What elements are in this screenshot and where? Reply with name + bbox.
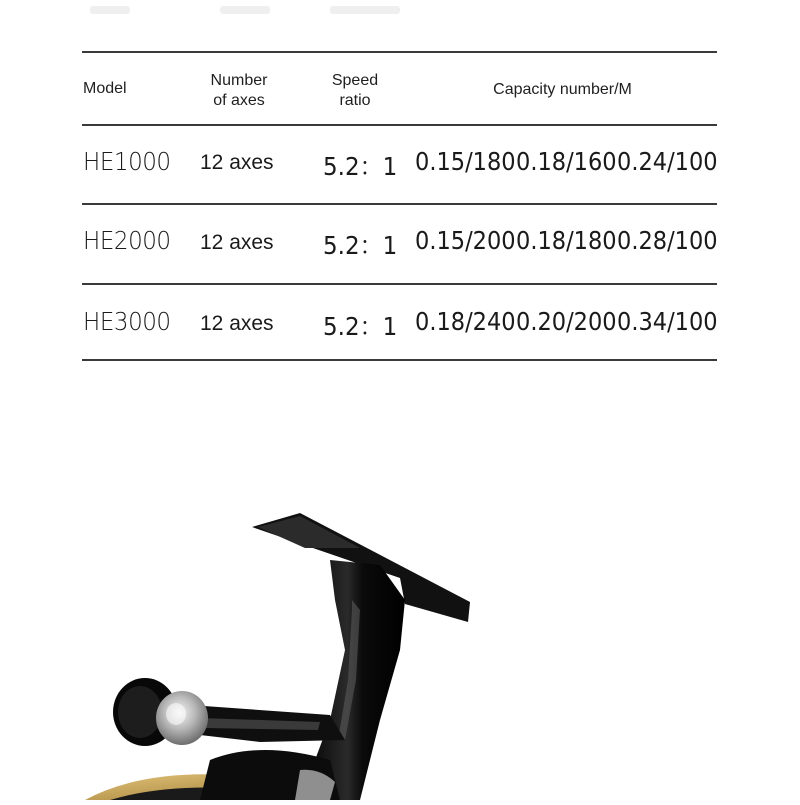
speed-ratio-cell: 5.2：1 <box>323 152 398 181</box>
row-rule <box>82 203 717 205</box>
fishing-reel-icon <box>0 480 800 800</box>
capacity-cell: 0.18/160 <box>516 147 617 176</box>
table-top-rule <box>82 51 717 53</box>
header-model: Model <box>83 80 127 97</box>
capacity-cell: 0.34/100 <box>617 307 718 336</box>
header-speed-line1: Speed <box>331 72 379 89</box>
header-axes-line1: Number <box>210 72 268 89</box>
capacity-cell: 0.15/200 <box>415 226 516 255</box>
header-speed-line2: ratio <box>339 92 371 109</box>
capacity-cell: 0.18/180 <box>516 226 617 255</box>
capacity-cell: 0.20/200 <box>516 307 617 336</box>
model-cell: HE2000 <box>83 226 171 255</box>
axes-cell: 12 axes <box>200 312 274 335</box>
speed-ratio-cell: 5.2：1 <box>323 231 398 260</box>
model-cell: HE3000 <box>83 307 171 336</box>
cropped-header-remnant <box>90 6 430 22</box>
header-axes-line2: of axes <box>213 92 265 109</box>
axes-cell: 12 axes <box>200 151 274 174</box>
row-rule <box>82 283 717 285</box>
header-rule <box>82 124 717 126</box>
header-capacity: Capacity number/M <box>493 81 632 98</box>
fishing-reel-photo <box>0 480 800 800</box>
header-axes <box>190 71 288 111</box>
capacity-cell: 0.28/100 <box>617 226 718 255</box>
capacity-cell: 0.18/240 <box>415 307 516 336</box>
capacity-cell: 0.15/180 <box>415 147 516 176</box>
model-cell: HE1000 <box>83 147 171 176</box>
table-bottom-rule <box>82 359 717 361</box>
capacity-cell: 0.24/100 <box>617 147 718 176</box>
axes-cell: 12 axes <box>200 231 274 254</box>
header-speed-ratio <box>314 71 396 111</box>
speed-ratio-cell: 5.2：1 <box>323 312 398 341</box>
